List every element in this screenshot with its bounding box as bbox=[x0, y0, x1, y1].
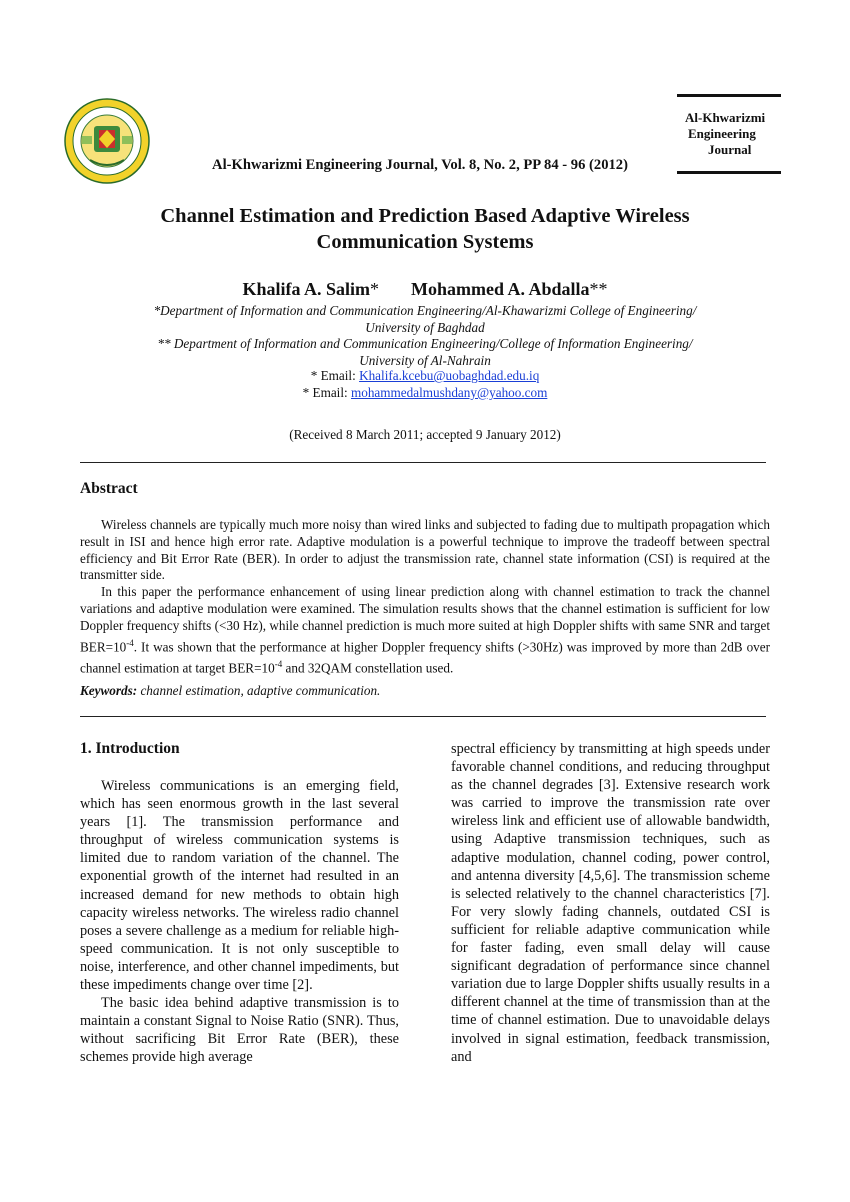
body-paragraph: The basic idea behind adaptive transmission is to maintain a constant Signal to Noise Ratio (SNR). Thus, without sacrificing Bit Error Rate (BER), these schemes provide high average bbox=[80, 995, 399, 1066]
divider bbox=[80, 716, 766, 717]
affiliation bbox=[60, 303, 790, 336]
section-heading: 1. Introduction bbox=[80, 740, 180, 757]
title-line: Communication Systems bbox=[316, 231, 534, 253]
keywords-label: Keywords: bbox=[80, 683, 138, 698]
journal-name-line: Engineering bbox=[688, 126, 756, 141]
right-column bbox=[451, 740, 770, 1066]
keywords-text: channel estimation, adaptive communication. bbox=[137, 683, 381, 698]
affiliation-line: University of Al-Nahrain bbox=[359, 352, 491, 368]
author-list bbox=[60, 279, 790, 300]
affiliation-line: *Department of Information and Communication Engineering/Al-Khawarizmi College of Engineering/ bbox=[153, 303, 697, 318]
paper-title bbox=[60, 203, 790, 255]
author-mark: ** bbox=[589, 279, 608, 299]
divider bbox=[80, 462, 766, 463]
abstract-heading: Abstract bbox=[80, 480, 138, 497]
received-date: (Received 8 March 2011; accepted 9 January 2012) bbox=[289, 427, 561, 442]
journal-citation: Al-Khwarizmi Engineering Journal, Vol. 8, No. 2, PP 84 - 96 (2012) bbox=[212, 157, 628, 173]
journal-name-line: Journal bbox=[708, 142, 752, 157]
affiliation-line: University of Baghdad bbox=[365, 319, 485, 335]
affiliation bbox=[60, 336, 790, 369]
author-name: Khalifa A. Salim bbox=[242, 279, 370, 299]
body-paragraph: Wireless communications is an emerging field, which has seen enormous growth in the last several years [1]. The transmission performance and throughput of wireless communication systems is limited due to random variation of the channel. The exponential growth of the internet had resulted in an increased demand for new methods to obtain high capacity wireless networks. The wireless radio channel poses a severe challenge as a medium for reliable high-speed communication. It is not only susceptible to noise, interference, and other channel impediments, but these impediments change over time [2]. bbox=[80, 778, 399, 994]
abstract-paragraph: In this paper the performance enhancement of using linear prediction along with channel estimation to track the channel variations and adaptive modulation were examined. The simulation results shows that the channel estimation is sufficient for low Doppler frequency shifts (<30 Hz), while channel prediction is much more suited at high Doppler shifts with same SNR and target $BER=10^{-4}$. It was shown that the performance at higher Doppler frequency shifts (>30Hz) was improved by more than 2dB over channel estimation at target $BER=10^{-4}$ and 32QAM constellation used. bbox=[80, 584, 770, 676]
body-paragraph: spectral efficiency by transmitting at high speeds under favorable channel conditions, and reducing throughput as the channel degrades [3]. Extensive research work was carried to improve the transmission rate over wireless link and efficient use of allowable bandwidth, using Adaptive transmission techniques, such as adaptive modulation, channel coding, power control, and antenna diversity [4,5,6]. The transmission scheme is selected relatively to the channel characteristics [7]. For very slowly fading channels, outdated CSI is sufficient for reliable adaptive communication while for faster fading, even small delay will cause significant degradation of performance since channel variation due to large Doppler shifts usually results in a different channel at the time of transmission than at the time of channel estimation. Due to unavoidable delays involved in signal estimation, feedback transmission, and bbox=[451, 741, 770, 1065]
email-line bbox=[60, 385, 790, 401]
affiliation-line: ** Department of Information and Communication Engineering/College of Information Engineering/ bbox=[157, 336, 693, 351]
email-label: * Email: bbox=[302, 385, 351, 400]
divider bbox=[677, 94, 781, 97]
keywords bbox=[80, 683, 770, 699]
journal-name-line: Al-Khwarizmi bbox=[685, 110, 766, 125]
email-link[interactable]: Khalifa.kcebu@uobaghdad.edu.iq bbox=[359, 368, 540, 383]
email-line bbox=[60, 368, 790, 384]
abstract-body bbox=[80, 517, 770, 677]
email-label: * Email: bbox=[310, 368, 360, 383]
author-name: Mohammed A. Abdalla bbox=[411, 279, 590, 299]
email-link[interactable]: mohammedalmushdany@yahoo.com bbox=[350, 385, 548, 400]
left-column bbox=[80, 777, 399, 1067]
journal-name-box bbox=[677, 94, 781, 178]
university-seal-icon bbox=[64, 98, 150, 184]
divider bbox=[677, 171, 781, 174]
abstract-paragraph: Wireless channels are typically much more noisy than wired links and subjected to fading due to multipath propagation which result in ISI and hence high error rate. Adaptive modulation is a powerful technique to improve the tradeoff between spectral efficiency and Bit Error Rate (BER). In order to adjust the transmission rate, channel state information (CSI) is required at the transmitter side. bbox=[80, 517, 770, 583]
author-mark: * bbox=[370, 279, 379, 299]
title-line: Channel Estimation and Prediction Based Adaptive Wireless bbox=[160, 205, 690, 227]
